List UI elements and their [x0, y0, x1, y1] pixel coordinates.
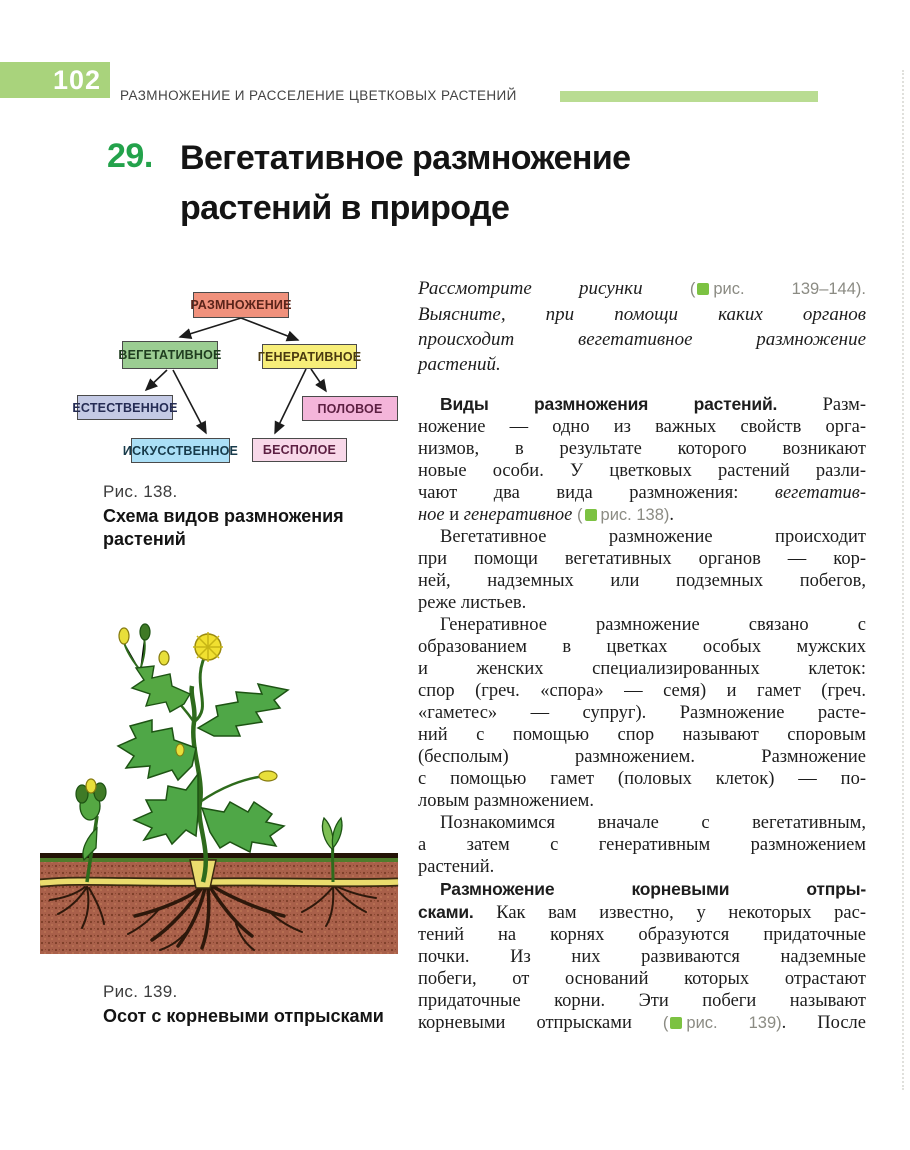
text-segment: Познакомимся вначале с вегетативным, — [440, 813, 866, 833]
text-line — [418, 790, 866, 812]
text-segment: . После — [781, 1013, 866, 1033]
text-segment: «гаметес» — супруг). Размножение расте- — [418, 703, 866, 723]
text-segment: почки. Из них развиваются надземные — [418, 947, 866, 967]
diagram-box-vegetativnoe: ВЕГЕТАТИВНОЕ — [122, 341, 218, 369]
text-line — [418, 548, 866, 570]
reproduction-types-diagram — [60, 285, 410, 477]
chapter-header: РАЗМНОЖЕНИЕ И РАССЕЛЕНИЕ ЦВЕТКОВЫХ РАСТЕНИЙ — [120, 88, 517, 103]
flower-head — [193, 632, 223, 662]
text-segment: реже листьев. — [418, 593, 527, 613]
text-line — [418, 592, 866, 614]
diagram-box-razmnozhenie: РАЗМНОЖЕНИЕ — [193, 292, 289, 318]
text-segment: с помощью гамет (половых клеток) — по- — [418, 769, 866, 789]
text-segment: вегетатив- — [774, 483, 866, 503]
text-line — [418, 460, 866, 482]
section-number: 29. — [107, 137, 153, 175]
text-segment: ловым размножением. — [418, 791, 594, 811]
text-segment: спор (греч. «спора» — семя) и гамет (греч. — [418, 681, 866, 701]
text-segment: при помощи вегетативных органов — кор- — [418, 549, 866, 569]
text-line — [418, 526, 866, 548]
text-segment: Виды размножения растений. — [440, 394, 778, 414]
text-line — [418, 924, 866, 946]
text-segment: происходит вегетативное размножение — [418, 329, 866, 350]
diagram-box-generativnoe: ГЕНЕРАТИВНОЕ — [262, 344, 357, 369]
text-line — [418, 416, 866, 438]
page-edge-dots — [902, 70, 904, 1090]
text-segment: придаточные корни. Эти побеги называют — [418, 991, 866, 1011]
figure-138-label: Рис. 138. — [103, 482, 178, 501]
text-line — [418, 856, 866, 878]
text-line — [418, 636, 866, 658]
text-segment: ( — [662, 1014, 669, 1032]
text-segment: низмов, в результате которого возникают — [418, 439, 866, 459]
leaf-lower-left — [134, 774, 198, 844]
text-segment: ( — [689, 280, 696, 298]
text-line — [418, 946, 866, 968]
figure-139-title: Осот с корневыми отпрысками — [103, 1006, 384, 1026]
section-title-line2: растений в природе — [180, 189, 510, 227]
figure-139-caption — [103, 982, 423, 1028]
text-segment: новые особи. У цветковых растений разли- — [418, 461, 866, 481]
text-segment: рис. 139–144). — [713, 280, 866, 298]
text-line — [418, 812, 866, 834]
grass-strip — [40, 858, 398, 862]
text-line — [418, 438, 866, 460]
plant-illustration — [40, 598, 405, 970]
section-title-line1: Вегетативное размножение — [180, 139, 631, 177]
text-segment: и женских специализированных клеток: — [418, 659, 866, 679]
soil-surface-line — [40, 853, 398, 858]
soil-band — [40, 857, 398, 954]
figure-138-title: Схема видов размножения растений — [103, 506, 344, 549]
text-segment: чают два вида размножения: — [418, 483, 775, 503]
header-green-bar — [560, 91, 818, 102]
text-line — [418, 614, 866, 636]
body-paragraph — [418, 526, 866, 614]
main-plant — [118, 624, 288, 882]
text-segment: Как вам известно, у некоторых рас- — [473, 903, 866, 923]
text-segment: сками. — [418, 902, 474, 922]
text-line — [418, 658, 866, 680]
diagram-box-iskusstvennoe: ИСКУССТВЕННОЕ — [131, 438, 230, 463]
text-segment: ней, надземных или подземных побегов, — [418, 571, 866, 591]
page-number: 102 — [0, 62, 110, 98]
text-segment: . — [669, 505, 674, 525]
text-line — [418, 768, 866, 790]
text-segment: растений. — [418, 354, 501, 375]
text-segment: Размножение корневыми отпры- — [440, 879, 866, 899]
text-line — [418, 878, 866, 901]
text-line — [418, 968, 866, 990]
figure-ref-square-icon — [670, 1017, 682, 1029]
text-segment: ( — [577, 506, 583, 524]
text-line — [418, 702, 866, 724]
body-paragraph — [418, 614, 866, 812]
text-segment: рис. 138) — [600, 506, 670, 524]
text-line — [418, 746, 866, 768]
body-paragraph — [418, 393, 866, 526]
text-line — [418, 990, 866, 1012]
leaf-top — [132, 666, 190, 712]
text-segment: ний с помощью спор называют споровым — [418, 725, 866, 745]
text-segment: Вегетативное размножение происходит — [440, 527, 866, 547]
section-title — [180, 133, 740, 233]
text-line — [418, 276, 866, 302]
text-line — [418, 393, 866, 416]
text-line — [418, 570, 866, 592]
diagram-box-polovoe: ПОЛОВОЕ — [302, 396, 398, 421]
diagram-box-estestvennoe: ЕСТЕСТВЕННОЕ — [77, 395, 173, 420]
text-segment: Генеративное размножение связано с — [440, 615, 866, 635]
leaf-upper-right — [198, 684, 288, 736]
body-paragraph — [418, 878, 866, 1034]
text-segment: Выясните, при помощи каких органов — [418, 304, 866, 325]
leaf-lower-right — [202, 802, 284, 852]
diagram-box-bespoloe: БЕСПОЛОЕ — [252, 438, 347, 462]
text-segment: рис. 139) — [686, 1014, 782, 1032]
text-line — [418, 302, 866, 327]
text-segment: (бесполым) размножением. Размножение — [418, 747, 866, 767]
text-segment: тений на корнях образуются придаточные — [418, 925, 866, 945]
text-segment: ное — [418, 505, 445, 525]
figure-138-caption — [103, 482, 423, 551]
figure-ref-square-icon — [585, 509, 597, 521]
text-line — [418, 834, 866, 856]
text-segment: побеги, от оснований которых отрастают — [418, 969, 866, 989]
text-line — [418, 352, 866, 377]
text-segment: образованием в цветках особых мужских — [418, 637, 866, 657]
text-segment: генеративное — [463, 505, 573, 525]
text-line — [418, 901, 866, 924]
text-segment: и — [444, 505, 464, 525]
figure-ref-square-icon — [697, 283, 709, 295]
text-segment: Разм- — [777, 395, 866, 415]
text-line — [418, 1012, 866, 1034]
text-segment: ножение — одно из важных свойств орга- — [418, 417, 866, 437]
intro-paragraph — [418, 276, 866, 377]
text-line — [418, 327, 866, 352]
text-line — [418, 482, 866, 504]
article-column — [418, 276, 866, 1034]
text-segment: а затем с генеративным размножением — [418, 835, 866, 855]
text-segment: корневыми отпрысками — [418, 1013, 663, 1033]
figure-139-label: Рис. 139. — [103, 982, 178, 1001]
text-line — [418, 724, 866, 746]
text-segment: растений. — [418, 857, 495, 877]
body-paragraph — [418, 812, 866, 878]
text-line — [418, 504, 866, 526]
text-segment: Рассмотрите рисунки — [418, 278, 690, 299]
text-line — [418, 680, 866, 702]
